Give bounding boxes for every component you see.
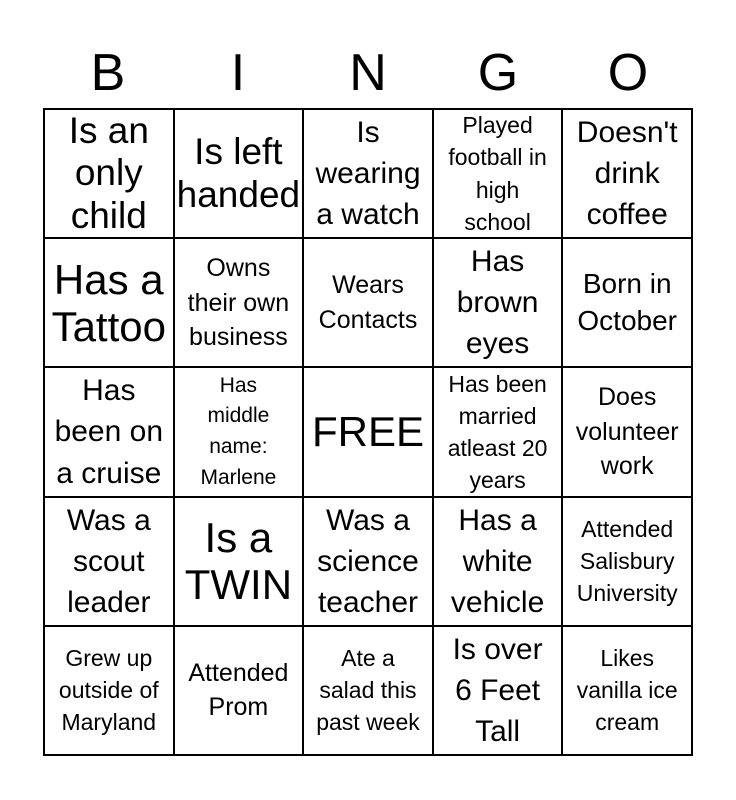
bingo-cell[interactable] [562, 238, 692, 367]
cell-text: Has been on a cruise [54, 374, 164, 490]
header-letter-n: N [349, 44, 387, 102]
cell-text: Is a TWIN [184, 514, 293, 609]
bingo-cell[interactable] [562, 367, 692, 496]
cell-text: Played football in high school [448, 112, 547, 235]
bingo-cell[interactable] [44, 626, 174, 755]
bingo-cell[interactable] [303, 109, 433, 238]
bingo-cell[interactable] [44, 497, 174, 626]
cell-text: Was a science teacher [317, 503, 419, 619]
bingo-cell[interactable] [562, 497, 692, 626]
cell-text: Grew up outside of Maryland [58, 645, 159, 736]
bingo-cell[interactable] [433, 626, 563, 755]
cell-text: Doesn't drink coffee [576, 115, 678, 232]
bingo-cell[interactable] [433, 238, 563, 367]
cell-text: Wears Contacts [318, 271, 418, 334]
cell-text: Attended Salisbury University [576, 515, 678, 607]
bingo-cell[interactable] [562, 109, 692, 238]
cell-text: FREE [311, 408, 424, 456]
bingo-cell[interactable] [433, 109, 563, 238]
cell-text: Does volunteer work [575, 383, 679, 481]
bingo-cell[interactable] [174, 238, 304, 367]
bingo-cell[interactable] [174, 367, 304, 496]
bingo-cell[interactable] [303, 238, 433, 367]
bingo-cell[interactable] [562, 626, 692, 755]
cell-text: Is left handed [176, 131, 301, 215]
cell-text: Born in October [577, 268, 677, 336]
cell-text: Attended Prom [188, 658, 289, 722]
bingo-cell[interactable] [174, 497, 304, 626]
cell-text: Has middle name: Marlene [200, 373, 277, 489]
cell-text: Owns their own business [187, 254, 290, 352]
header-letter-o: O [607, 44, 649, 102]
cell-text: Is wearing a watch [315, 115, 421, 232]
cell-text: Has brown eyes [456, 245, 539, 361]
bingo-cell[interactable] [44, 109, 174, 238]
cell-text: Has been married atleast 20 years [447, 370, 548, 494]
cell-text: Is an only child [68, 109, 149, 236]
bingo-cell[interactable] [44, 238, 174, 367]
bingo-cell[interactable] [174, 109, 304, 238]
bingo-board [43, 108, 693, 756]
cell-text: Ate a salad this past week [316, 645, 420, 736]
free-space-cell[interactable] [303, 367, 433, 496]
cell-text: Has a Tattoo [51, 255, 166, 350]
bingo-cell[interactable] [174, 626, 304, 755]
bingo-cell[interactable] [433, 367, 563, 496]
cell-text: Has a white vehicle [450, 503, 545, 619]
bingo-cell[interactable] [303, 626, 433, 755]
bingo-cell[interactable] [44, 367, 174, 496]
cell-text: Is over 6 Feet Tall [452, 632, 543, 748]
header-letter-i: I [230, 44, 246, 102]
bingo-header [43, 40, 693, 106]
header-letter-g: G [477, 44, 519, 102]
bingo-cell[interactable] [433, 497, 563, 626]
header-letter-b: B [90, 44, 126, 102]
cell-text: Likes vanilla ice cream [576, 645, 678, 736]
cell-text: Was a scout leader [66, 503, 151, 619]
bingo-cell[interactable] [303, 497, 433, 626]
